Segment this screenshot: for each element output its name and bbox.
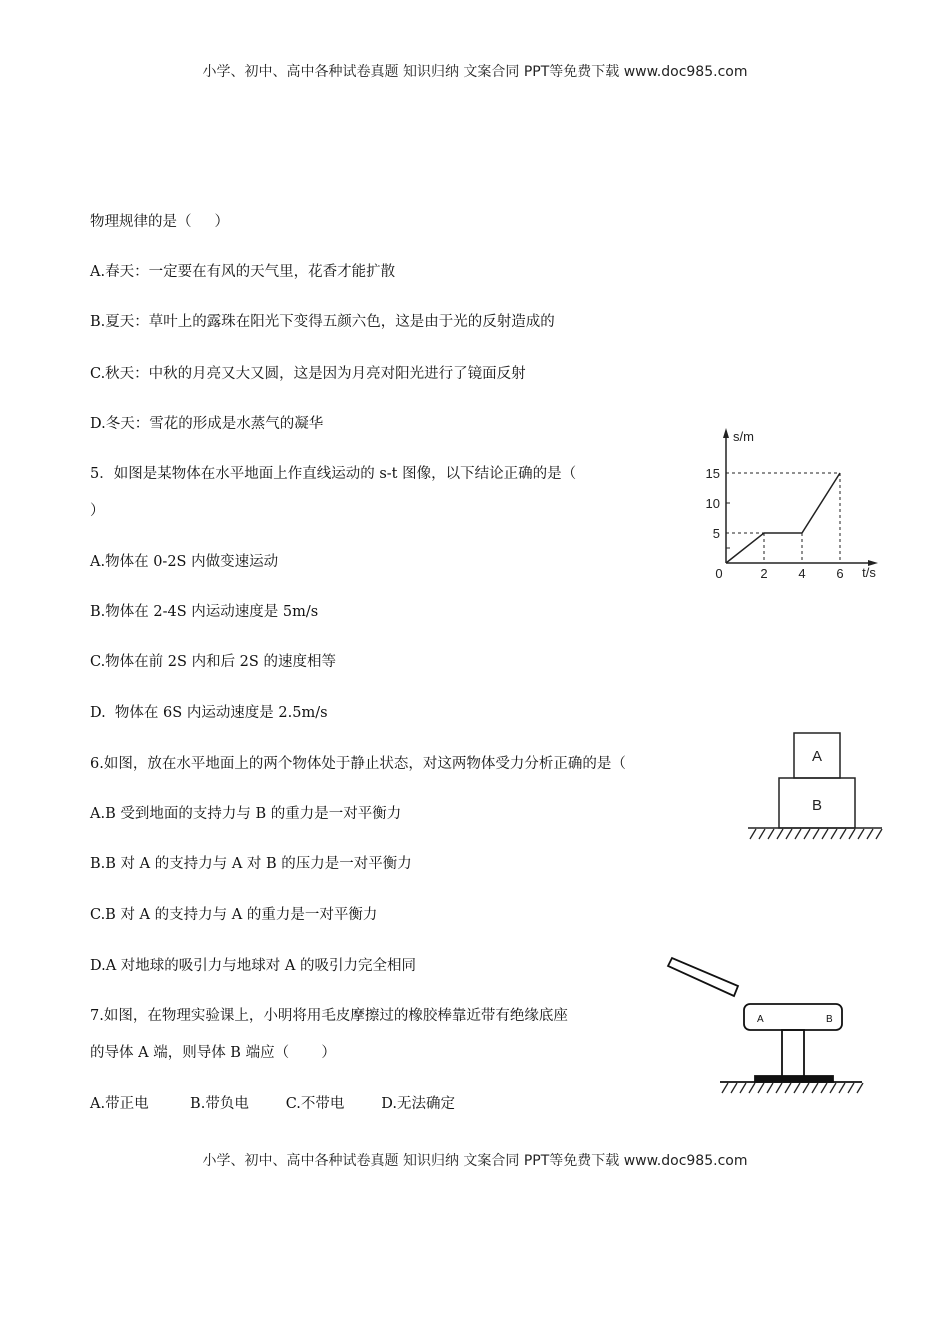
text-line: A.物体在 0-2S 内做变速运动 xyxy=(90,554,279,570)
label-a: A xyxy=(811,748,823,765)
ground-hatch xyxy=(750,829,882,839)
text-line: D. 物体在 6S 内运动速度是 2.5m/s xyxy=(90,705,328,721)
text-line: 6.如图，放在水平地面上的两个物体处于静止状态，对这两物体受力分析正确的是（ xyxy=(90,756,626,772)
text-line: A.带正电 B.带负电 C.不带电 D.无法确定 xyxy=(90,1096,455,1112)
page-footer: 小学、初中、高中各种试卷真题 知识归纳 文案合同 PPT等免费下载 www.doc985.com xyxy=(202,1153,748,1169)
st-graph xyxy=(706,428,878,581)
y-tick-label: 5 xyxy=(712,526,720,541)
x-tick-label: 0 xyxy=(715,566,723,581)
text-line: B.夏天：草叶上的露珠在阳光下变得五颜六色，这是由于光的反射造成的 xyxy=(90,314,555,330)
text-line: B.物体在 2-4S 内运动速度是 5m/s xyxy=(90,604,319,620)
text-line: A.B 受到地面的支持力与 B 的重力是一对平衡力 xyxy=(90,806,402,822)
text-line: D.冬天：雪花的形成是水蒸气的凝华 xyxy=(90,416,324,432)
y-tick-label: 15 xyxy=(705,466,720,481)
fig7-apparatus xyxy=(668,958,863,1093)
ground-hatch xyxy=(722,1083,863,1093)
text-line: B.B 对 A 的支持力与 A 对 B 的压力是一对平衡力 xyxy=(90,856,412,872)
y-tick-label: 10 xyxy=(705,496,720,511)
series-line xyxy=(726,473,840,563)
y-axis-label: s/m xyxy=(733,429,754,444)
fig6-blocks xyxy=(748,733,882,839)
label-a: A xyxy=(757,1014,764,1025)
text-line: 物理规律的是（ ） xyxy=(90,214,230,230)
x-tick-label: 4 xyxy=(798,566,806,581)
insulating-post xyxy=(782,1030,804,1077)
x-axis-label: t/s xyxy=(862,565,876,580)
x-tick-label: 2 xyxy=(760,566,768,581)
text-line: C.物体在前 2S 内和后 2S 的速度相等 xyxy=(90,654,336,670)
page-header: 小学、初中、高中各种试卷真题 知识归纳 文案合同 PPT等免费下载 www.doc985.com xyxy=(202,64,748,80)
text-line: 7.如图，在物理实验课上，小明将用毛皮摩擦过的橡胶棒靠近带有绝缘底座 xyxy=(90,1008,568,1024)
text-line: 5．如图是某物体在水平地面上作直线运动的 s-t 图像，以下结论正确的是（ xyxy=(90,466,577,482)
text-line: A.春天：一定要在有风的天气里，花香才能扩散 xyxy=(90,264,396,280)
text-line: C.B 对 A 的支持力与 A 的重力是一对平衡力 xyxy=(90,907,378,923)
x-tick-label: 6 xyxy=(836,566,844,581)
text-line: ） xyxy=(90,503,105,519)
label-b: B xyxy=(826,1014,833,1025)
text-line: 的导体 A 端，则导体 B 端应（ ） xyxy=(90,1045,336,1061)
y-arrow xyxy=(723,428,729,438)
rubber-rod xyxy=(668,958,738,996)
text-line: D.A 对地球的吸引力与地球对 A 的吸引力完全相同 xyxy=(90,958,416,974)
text-line: C.秋天：中秋的月亮又大又圆，这是因为月亮对阳光进行了镜面反射 xyxy=(90,366,526,382)
label-b: B xyxy=(811,797,823,814)
